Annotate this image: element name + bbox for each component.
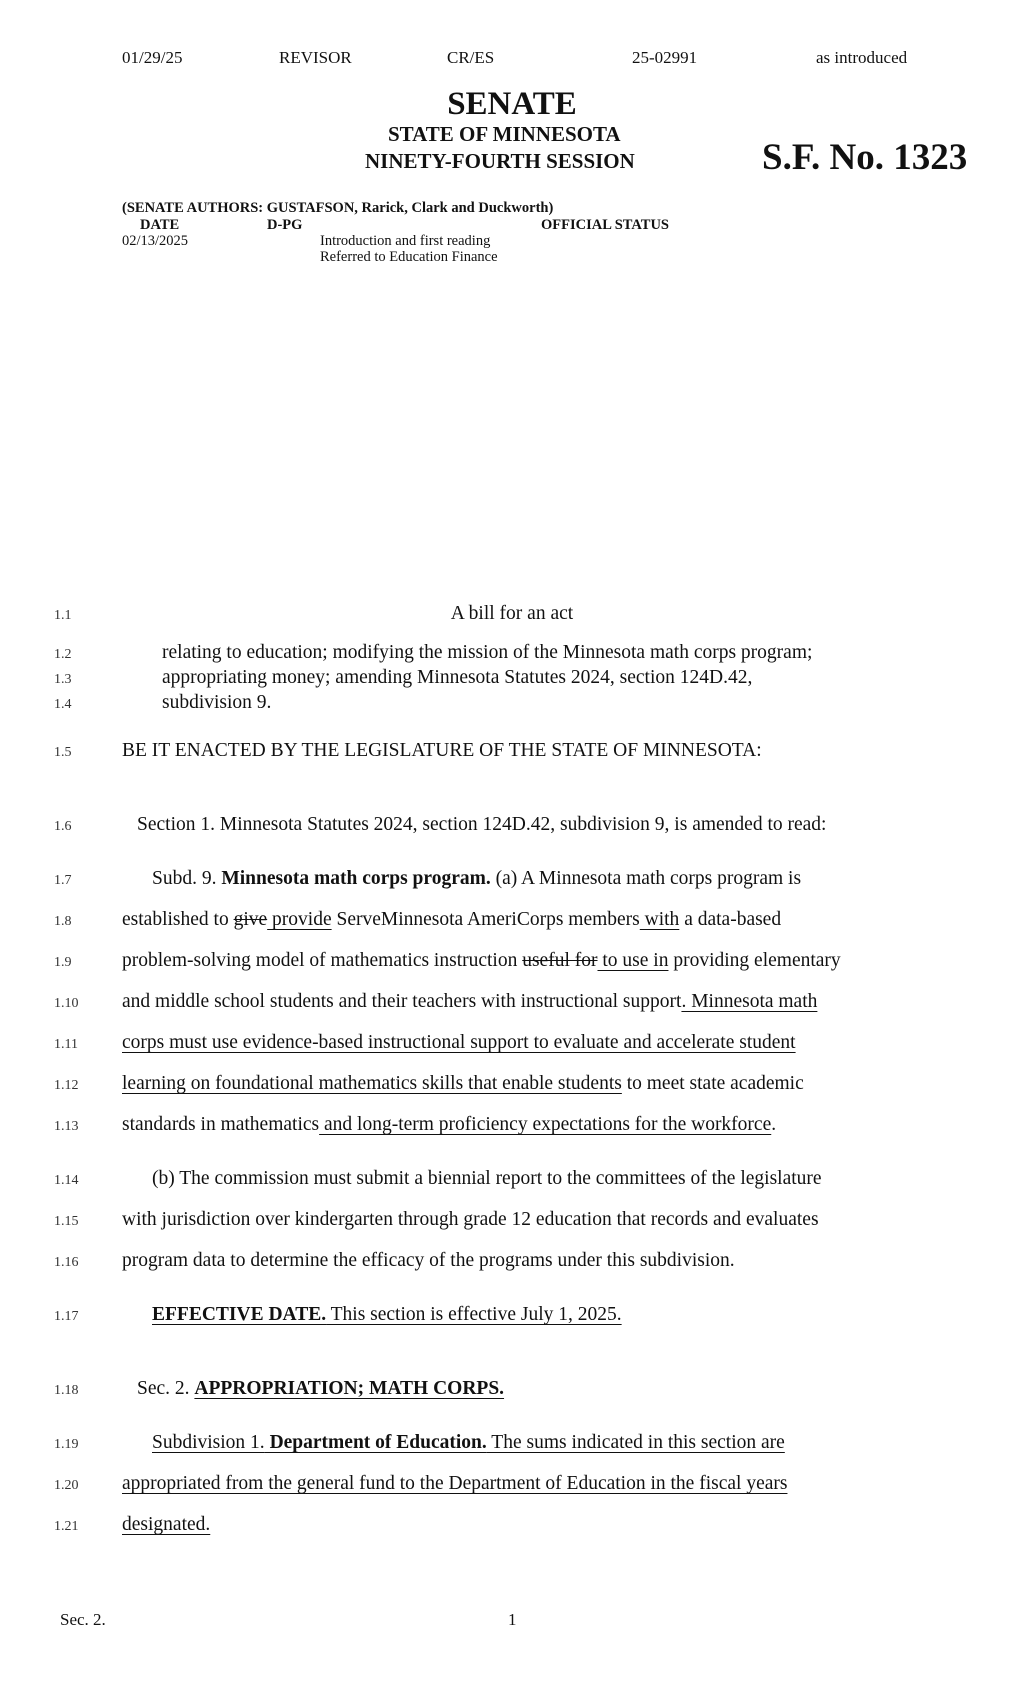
status-header-official: OFFICIAL STATUS bbox=[541, 217, 669, 233]
header-revisor: REVISOR bbox=[279, 48, 352, 67]
status-header-dpg: D-PG bbox=[267, 217, 303, 233]
status-row-action: Referred to Education Finance bbox=[320, 249, 498, 265]
bill-text-line: designated. bbox=[122, 1514, 211, 1535]
senate-authors: (SENATE AUTHORS: GUSTAFSON, Rarick, Clark and Duckworth) bbox=[122, 200, 554, 216]
line-number: 1.12 bbox=[54, 1078, 79, 1093]
page-number: 1 bbox=[508, 1610, 517, 1629]
header-status: as introduced bbox=[816, 48, 908, 67]
line-number: 1.14 bbox=[54, 1173, 79, 1188]
inserted-text: and long-term proficiency expectations for the workforce bbox=[319, 1114, 772, 1135]
header-doc-number: 25-02991 bbox=[632, 48, 698, 67]
inserted-text: to use in bbox=[597, 950, 669, 971]
footer-section: Sec. 2. bbox=[60, 1610, 106, 1629]
bill-title: A bill for an act bbox=[450, 603, 574, 624]
line-number: 1.3 bbox=[54, 672, 72, 687]
line-number: 1.10 bbox=[54, 996, 79, 1011]
inserted-text: . Minnesota math bbox=[681, 991, 818, 1012]
bill-description-line: subdivision 9. bbox=[162, 692, 272, 713]
inserted-text: learning on foundational mathematics skills that enable students bbox=[122, 1073, 622, 1094]
line-number: 1.7 bbox=[54, 873, 72, 888]
line-number: 1.15 bbox=[54, 1214, 79, 1229]
line-number: 1.18 bbox=[54, 1383, 79, 1398]
bill-text-line: program data to determine the efficacy of the programs under this subdivision. bbox=[122, 1250, 735, 1271]
header-initials: CR/ES bbox=[447, 48, 495, 67]
line-number: 1.19 bbox=[54, 1437, 79, 1452]
status-header-date: DATE bbox=[140, 217, 180, 233]
bill-text-line: established to give provide ServeMinnesota AmeriCorps members with a data-based bbox=[122, 909, 782, 930]
bill-text-line: problem-solving model of mathematics instruction useful for to use in providing elementary bbox=[122, 950, 841, 971]
inserted-text: provide bbox=[267, 909, 332, 930]
bill-text-line: with jurisdiction over kindergarten through grade 12 education that records and evaluates bbox=[122, 1209, 819, 1230]
line-number: 1.17 bbox=[54, 1309, 79, 1324]
line-number: 1.4 bbox=[54, 697, 72, 712]
bill-text-line: corps must use evidence-based instructional support to evaluate and accelerate student bbox=[122, 1032, 796, 1053]
line-number: 1.16 bbox=[54, 1255, 79, 1270]
status-row-action: Introduction and first reading bbox=[320, 233, 491, 249]
chamber-session: NINETY-FOURTH SESSION bbox=[365, 149, 635, 173]
section-1-heading: Section 1. Minnesota Statutes 2024, section 124D.42, subdivision 9, is amended to read: bbox=[137, 814, 827, 835]
bill-text-line: and middle school students and their teachers with instructional support. Minnesota math bbox=[122, 991, 818, 1012]
chamber-name: SENATE bbox=[447, 86, 577, 122]
section-2-heading: Sec. 2. APPROPRIATION; MATH CORPS. bbox=[137, 1378, 505, 1399]
stricken-text: give bbox=[233, 909, 268, 930]
status-row-date: 02/13/2025 bbox=[122, 233, 189, 249]
enacting-clause: BE IT ENACTED BY THE LEGISLATURE OF THE STATE OF MINNESOTA: bbox=[122, 740, 762, 761]
line-number: 1.2 bbox=[54, 647, 72, 662]
line-number: 1.1 bbox=[54, 608, 72, 623]
bill-text-line: (b) The commission must submit a biennial report to the committees of the legislature bbox=[152, 1168, 822, 1189]
bill-text-line: learning on foundational mathematics skills that enable students to meet state academic bbox=[122, 1073, 804, 1094]
line-number: 1.13 bbox=[54, 1119, 79, 1134]
line-number: 1.5 bbox=[54, 745, 72, 760]
line-number: 1.6 bbox=[54, 819, 72, 834]
header-date: 01/29/25 bbox=[122, 48, 183, 67]
bill-text-line: appropriated from the general fund to the Department of Education in the fiscal years bbox=[122, 1473, 788, 1494]
bill-description-line: appropriating money; amending Minnesota Statutes 2024, section 124D.42, bbox=[162, 667, 753, 688]
bill-description-line: relating to education; modifying the mission of the Minnesota math corps program; bbox=[162, 642, 813, 663]
line-number: 1.8 bbox=[54, 914, 72, 929]
inserted-text: with bbox=[639, 909, 680, 930]
line-number: 1.21 bbox=[54, 1519, 79, 1534]
effective-date: EFFECTIVE DATE. This section is effective July 1, 2025. bbox=[152, 1304, 622, 1325]
bill-text-line: Subdivision 1. Department of Education. The sums indicated in this section are bbox=[152, 1432, 785, 1453]
bill-number: S.F. No. 1323 bbox=[762, 137, 968, 178]
line-number: 1.9 bbox=[54, 955, 72, 970]
chamber-state: STATE OF MINNESOTA bbox=[388, 122, 621, 146]
line-number: 1.11 bbox=[54, 1037, 78, 1052]
bill-text-line: Subd. 9. Minnesota math corps program. (a) A Minnesota math corps program is bbox=[152, 868, 802, 889]
line-number: 1.20 bbox=[54, 1478, 79, 1493]
bill-text-line: standards in mathematics and long-term proficiency expectations for the workforce. bbox=[122, 1114, 777, 1135]
stricken-text: useful for bbox=[522, 950, 598, 971]
